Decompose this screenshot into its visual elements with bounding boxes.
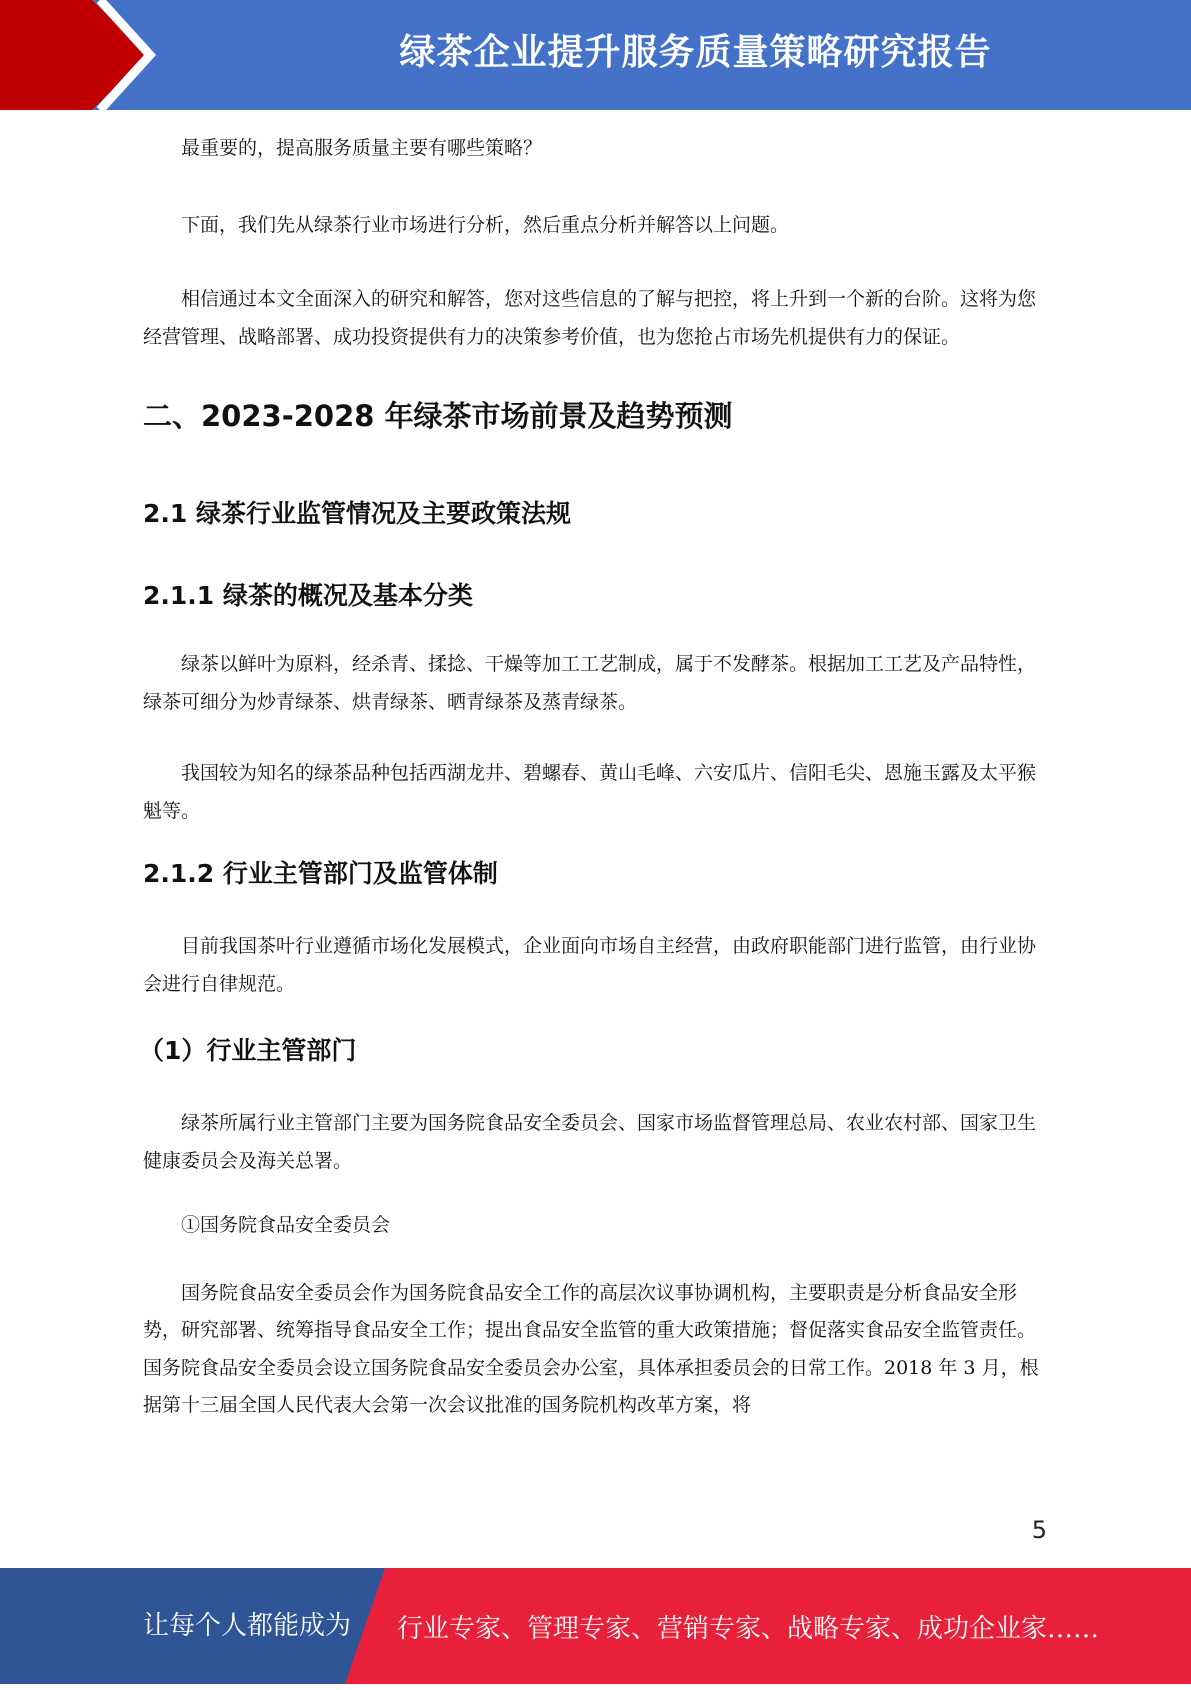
page-number: 5 bbox=[1031, 1516, 1047, 1544]
paragraph: 最重要的，提高服务质量主要有哪些策略？ bbox=[181, 137, 543, 159]
header-title: 绿茶企业提升服务质量策略研究报告 bbox=[399, 32, 992, 73]
paragraph: 我国较为知名的绿茶品种包括西湖龙井、碧螺春、黄山毛峰、六安瓜片、信阳毛尖、恩施玉露及太平猴魁等。 bbox=[143, 762, 1037, 822]
subsection-heading: 2.1 绿茶行业监管情况及主要政策法规 bbox=[143, 499, 571, 528]
section-heading: 二、2023-2028 年绿茶市场前景及趋势预测 bbox=[143, 399, 733, 433]
footer-slogan-left: 让每个人都能成为 bbox=[143, 1611, 352, 1641]
page-header bbox=[0, 0, 1191, 110]
header-arrow-decoration bbox=[0, 0, 160, 110]
paragraph: 绿茶以鲜叶为原料，经杀青、揉捻、干燥等加工工艺制成，属于不发酵茶。根据加工工艺及产品特性，绿茶可细分为炒青绿茶、烘青绿茶、晒青绿茶及蒸青绿茶。 bbox=[143, 653, 1037, 713]
paragraph: 相信通过本文全面深入的研究和解答，您对这些信息的了解与把控，将上升到一个新的台阶。这将为您经营管理、战略部署、成功投资提供有力的决策参考价值，也为您抢占市场先机提供有力的保证。 bbox=[143, 288, 1037, 348]
footer-slogan-right: 行业专家、管理专家、营销专家、战略专家、成功企业家…… bbox=[397, 1614, 1100, 1644]
paragraph: 下面，我们先从绿茶行业市场进行分析，然后重点分析并解答以上问题。 bbox=[181, 213, 790, 236]
header-red-arrow bbox=[0, 0, 148, 110]
paragraph: 国务院食品安全委员会作为国务院食品安全工作的高层次议事协调机构，主要职责是分析食品安全形势，研究部署、统筹指导食品安全工作；提出食品安全监管的重大政策措施；督促落实食品安全监管责任。国务院食品安全委员会设立国务院食品安全委员会办公室，具体承担委员会的日常工作。2018 年 3 月，根据第十三届全国人民代表大会第一次会议批准的国务院机构改革方案，将 bbox=[143, 1281, 1039, 1416]
list-item-heading: ①国务院食品安全委员会 bbox=[181, 1214, 391, 1236]
page-footer bbox=[0, 1568, 1191, 1684]
item-heading: （1）行业主管部门 bbox=[139, 1036, 357, 1065]
paragraph: 绿茶所属行业主管部门主要为国务院食品安全委员会、国家市场监督管理总局、农业农村部、国家卫生健康委员会及海关总署。 bbox=[143, 1112, 1037, 1172]
paragraph: 目前我国茶叶行业遵循市场化发展模式，企业面向市场自主经营，由政府职能部门进行监管，由行业协会进行自律规范。 bbox=[143, 935, 1037, 995]
document-body bbox=[139, 130, 1045, 1425]
subsubsection-heading: 2.1.1 绿茶的概况及基本分类 bbox=[143, 581, 473, 610]
subsubsection-heading: 2.1.2 行业主管部门及监管体制 bbox=[143, 859, 498, 888]
